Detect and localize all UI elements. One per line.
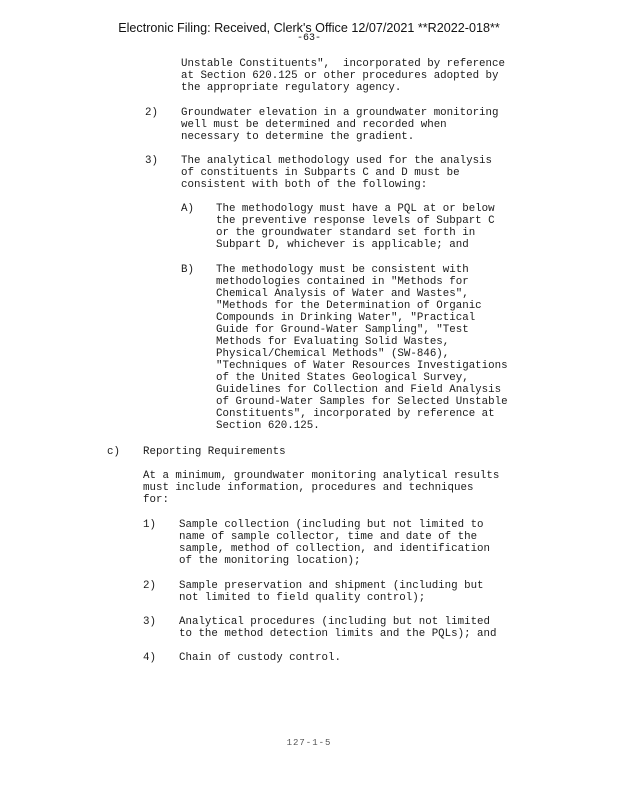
page-footer-code: 127-1-5 bbox=[286, 738, 332, 748]
text-line: Analytical procedures (including but not limited bbox=[179, 616, 491, 628]
text-line: of constituents in Subparts C and D must be bbox=[181, 167, 460, 179]
text-line: must include information, procedures and techniques bbox=[143, 482, 474, 494]
list-marker-4: 4) bbox=[143, 652, 156, 664]
text-line: "Techniques of Water Resources Investigations bbox=[216, 360, 508, 372]
page-number: -63- bbox=[296, 33, 321, 44]
text-line: Chemical Analysis of Water and Wastes", bbox=[216, 288, 469, 300]
list-marker-3: 3) bbox=[143, 616, 156, 628]
text-line: of the monitoring location); bbox=[179, 555, 361, 567]
text-line: Methods for Evaluating Solid Wastes, bbox=[216, 336, 450, 348]
text-line: Chain of custody control. bbox=[179, 652, 341, 664]
text-line: of the United States Geological Survey, bbox=[216, 372, 469, 384]
filing-stamp-header: Electronic Filing: Received, Clerk's Office 12/07/2021 **R2022-018** bbox=[118, 21, 500, 35]
text-line: Guidelines for Collection and Field Analysis bbox=[216, 384, 502, 396]
text-line: "Methods for the Determination of Organic bbox=[216, 300, 482, 312]
text-line: Guide for Ground-Water Sampling", "Test bbox=[216, 324, 469, 336]
text-line: The analytical methodology used for the analysis bbox=[181, 155, 493, 167]
text-line: At a minimum, groundwater monitoring analytical results bbox=[143, 470, 500, 482]
list-marker-2: 2) bbox=[143, 580, 156, 592]
section-marker-c: c) bbox=[107, 446, 120, 458]
text-line: of Ground-Water Samples for Selected Unstable bbox=[216, 396, 508, 408]
text-line: Sample preservation and shipment (including but bbox=[179, 580, 484, 592]
list-marker-2: 2) bbox=[145, 107, 158, 119]
text-line: well must be determined and recorded when bbox=[181, 119, 447, 131]
text-line: Compounds in Drinking Water", "Practical bbox=[216, 312, 476, 324]
section-heading: Reporting Requirements bbox=[143, 446, 286, 458]
text-line: name of sample collector, time and date of the bbox=[179, 531, 478, 543]
text-line: Groundwater elevation in a groundwater monitoring bbox=[181, 107, 499, 119]
text-line: sample, method of collection, and identification bbox=[179, 543, 491, 555]
list-marker-b: B) bbox=[181, 264, 194, 276]
text-line: Section 620.125. bbox=[216, 420, 320, 432]
text-line: Subpart D, whichever is applicable; and bbox=[216, 239, 469, 251]
text-line: for: bbox=[143, 494, 169, 506]
text-line: Sample collection (including but not limited to bbox=[179, 519, 484, 531]
text-line: Constituents", incorporated by reference at bbox=[216, 408, 495, 420]
text-line: not limited to field quality control); bbox=[179, 592, 426, 604]
list-marker-1: 1) bbox=[143, 519, 156, 531]
text-line: or the groundwater standard set forth in bbox=[216, 227, 476, 239]
text-line: consistent with both of the following: bbox=[181, 179, 428, 191]
text-line: The methodology must be consistent with bbox=[216, 264, 469, 276]
list-marker-a: A) bbox=[181, 203, 194, 215]
text-line: at Section 620.125 or other procedures adopted by bbox=[181, 70, 499, 82]
list-marker-3: 3) bbox=[145, 155, 158, 167]
text-line: the preventive response levels of Subpart C bbox=[216, 215, 495, 227]
text-line: Unstable Constituents", incorporated by reference bbox=[181, 58, 505, 70]
text-line: to the method detection limits and the PQLs); and bbox=[179, 628, 497, 640]
text-line: Physical/Chemical Methods" (SW-846), bbox=[216, 348, 450, 360]
text-line: The methodology must have a PQL at or below bbox=[216, 203, 495, 215]
text-line: methodologies contained in "Methods for bbox=[216, 276, 469, 288]
text-line: necessary to determine the gradient. bbox=[181, 131, 415, 143]
text-line: the appropriate regulatory agency. bbox=[181, 82, 402, 94]
